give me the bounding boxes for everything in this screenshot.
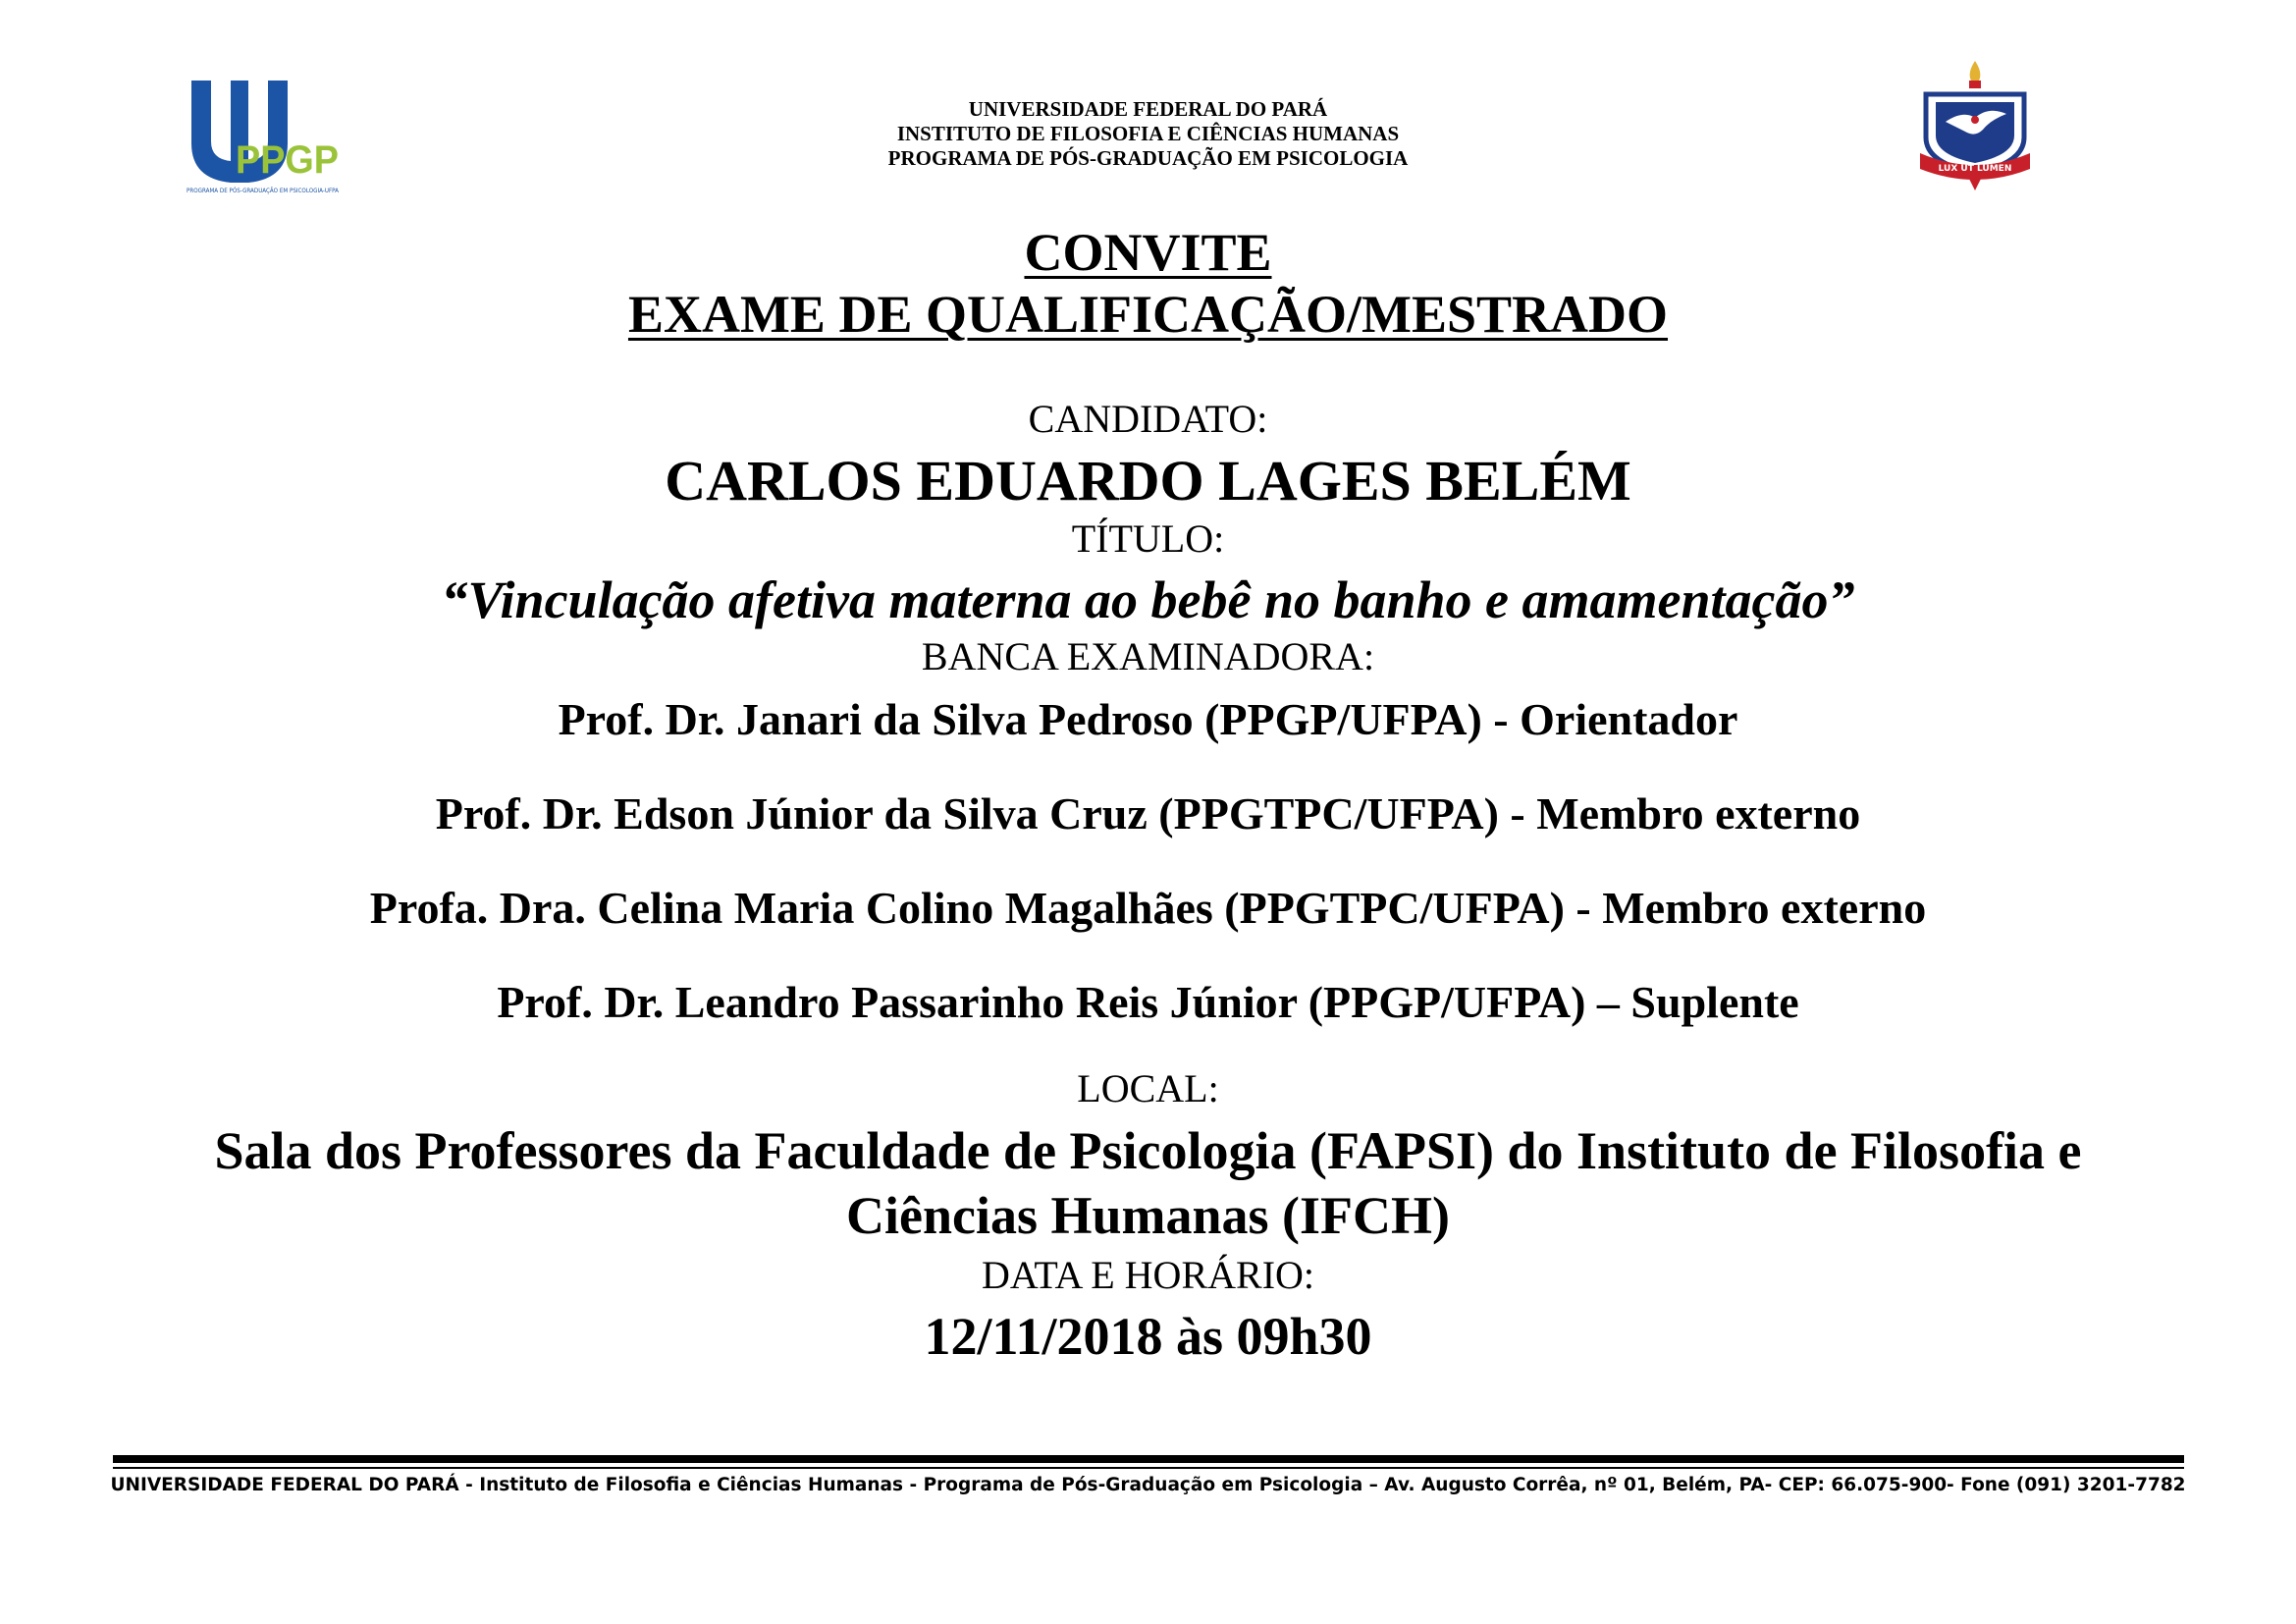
location-label: LOCAL: (1077, 1066, 1219, 1110)
footer-rule-thick (113, 1455, 2184, 1463)
committee-member: Prof. Dr. Edson Júnior da Silva Cruz (PPGTPC/UFPA) - Membro externo (435, 788, 1861, 839)
ppgp-logo-caption: PROGRAMA DE PÓS-GRADUAÇÃO EM PSICOLOGIA-UFPA (187, 188, 340, 194)
candidate-name: CARLOS EDUARDO LAGES BELÉM (665, 449, 1631, 513)
schedule-label: DATA E HORÁRIO: (981, 1253, 1315, 1297)
schedule-value: 12/11/2018 às 09h30 (924, 1307, 1372, 1366)
invite-title: CONVITE (1024, 223, 1272, 282)
institution-line-university: UNIVERSIDADE FEDERAL DO PARÁ (968, 97, 1328, 121)
candidate-label: CANDIDATO: (1028, 397, 1268, 441)
location-line: Sala dos Professores da Faculdade de Psicologia (FAPSI) do Instituto de Filosofia e (214, 1121, 2082, 1180)
committee-member: Prof. Dr. Leandro Passarinho Reis Júnior (PPGP/UFPA) – Suplente (497, 977, 1799, 1027)
committee-member: Profa. Dra. Celina Maria Colino Magalhães (PPGTPC/UFPA) - Membro externo (369, 883, 1927, 933)
ppgp-logo-text: PPGP (236, 138, 339, 182)
institution-line-program: PROGRAMA DE PÓS-GRADUAÇÃO EM PSICOLOGIA (887, 146, 1409, 170)
invite-subtitle: EXAME DE QUALIFICAÇÃO/MESTRADO (627, 285, 1669, 344)
location-line: Ciências Humanas (IFCH) (845, 1186, 1450, 1245)
institution-line-institute: INSTITUTO DE FILOSOFIA E CIÊNCIAS HUMANAS (896, 122, 1400, 145)
committee-label: BANCA EXAMINADORA: (921, 634, 1375, 678)
footer-rule-thin (113, 1467, 2184, 1469)
footer-address: UNIVERSIDADE FEDERAL DO PARÁ - Instituto de Filosofia e Ciências Humanas - Programa de Pós-Graduação em Psicologia – Av. Augusto Corrêa, nº 01, Belém, PA- CEP: 66.075-900- Fone (091) 3201-7782 (110, 1475, 2186, 1495)
ufpa-seal-motto: LUX UT LUMEN (1938, 164, 2012, 174)
committee-member: Prof. Dr. Janari da Silva Pedroso (PPGP/UFPA) - Orientador (558, 694, 1738, 744)
ufpa-seal (1912, 59, 2038, 192)
work-title-label: TÍTULO: (1071, 516, 1225, 561)
work-title: “Vinculação afetiva materna ao bebê no banho e amamentação” (441, 570, 1855, 629)
